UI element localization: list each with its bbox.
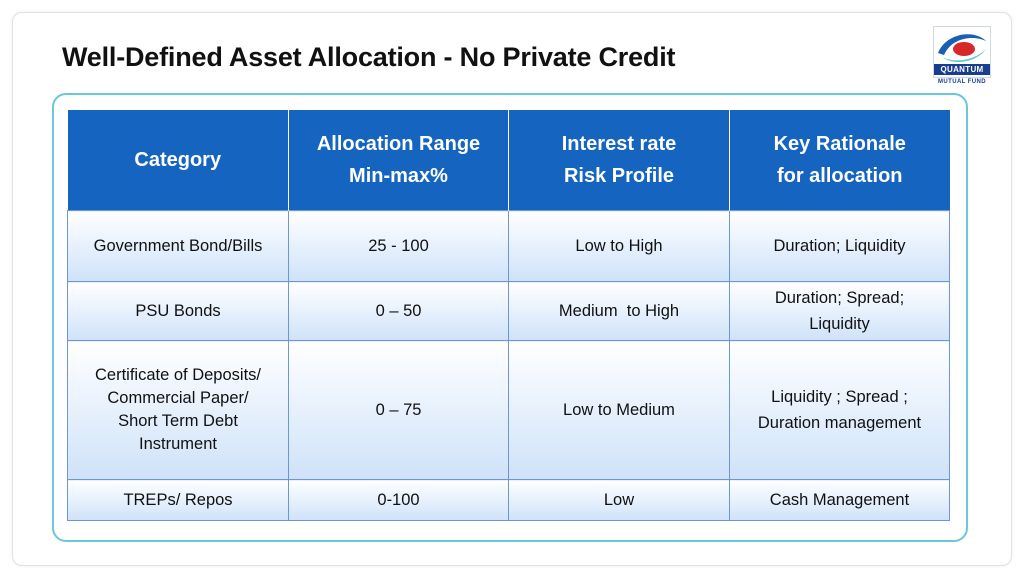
- cell-category: [68, 480, 289, 521]
- cell-text: Short Term Debt: [118, 412, 238, 430]
- table-row: [68, 282, 950, 341]
- cell-text: Liquidity ; Spread ;: [771, 388, 908, 406]
- logo-swoosh-icon: [934, 27, 990, 67]
- cell-risk: Medium to High: [509, 282, 730, 341]
- table-row: [68, 211, 950, 282]
- header-line: for allocation: [776, 165, 903, 187]
- cell-rationale: [730, 282, 950, 341]
- page-title: Well-Defined Asset Allocation - No Private Credit: [62, 42, 676, 72]
- cell-text: Certificate of Deposits/: [95, 366, 261, 384]
- cell-text: Liquidity: [809, 315, 870, 333]
- cell-range: 0 – 75: [289, 341, 509, 480]
- header-allocation-range: [289, 110, 509, 211]
- cell-risk: Low to Medium: [509, 341, 730, 480]
- logo-word: QUANTUM: [934, 64, 990, 75]
- allocation-table: [67, 110, 950, 521]
- cell-risk: Low to High: [509, 211, 730, 282]
- quantum-logo: [930, 26, 994, 90]
- header-line: Risk Profile: [563, 165, 675, 187]
- cell-category: [68, 282, 289, 341]
- table-row: [68, 480, 950, 521]
- cell-text: Duration; Spread;: [774, 289, 905, 307]
- cell-range: 0 – 50: [289, 282, 509, 341]
- cell-category: [68, 341, 289, 480]
- cell-text: Duration management: [757, 414, 922, 432]
- cell-range: 0-100: [289, 480, 509, 521]
- cell-rationale: [730, 341, 950, 480]
- logo-subtitle: MUTUAL FUND: [938, 79, 986, 85]
- cell-text: TREPs/ Repos: [123, 490, 233, 509]
- table-row: [68, 341, 950, 480]
- cell-category: [68, 211, 289, 282]
- cell-text: Duration; Liquidity: [773, 236, 906, 255]
- cell-risk: Low: [509, 480, 730, 521]
- header-line: Key Rationale: [773, 133, 906, 155]
- cell-text: Cash Management: [769, 490, 910, 509]
- header-line: Category: [134, 149, 222, 171]
- cell-rationale: [730, 211, 950, 282]
- header-line: Interest rate: [561, 133, 677, 155]
- header-line: Allocation Range: [316, 133, 481, 155]
- cell-range: 25 - 100: [289, 211, 509, 282]
- table-header-row: [68, 110, 950, 211]
- cell-text: PSU Bonds: [135, 302, 221, 320]
- header-key-rationale: [730, 110, 950, 211]
- cell-rationale: [730, 480, 950, 521]
- cell-text: Commercial Paper/: [107, 389, 249, 407]
- logo-mark: [933, 26, 991, 78]
- header-interest-rate-risk: [509, 110, 730, 211]
- cell-text: Government Bond/Bills: [93, 236, 263, 255]
- header-category: [68, 110, 289, 211]
- cell-text: Instrument: [139, 435, 217, 453]
- header-line: Min-max%: [349, 165, 448, 187]
